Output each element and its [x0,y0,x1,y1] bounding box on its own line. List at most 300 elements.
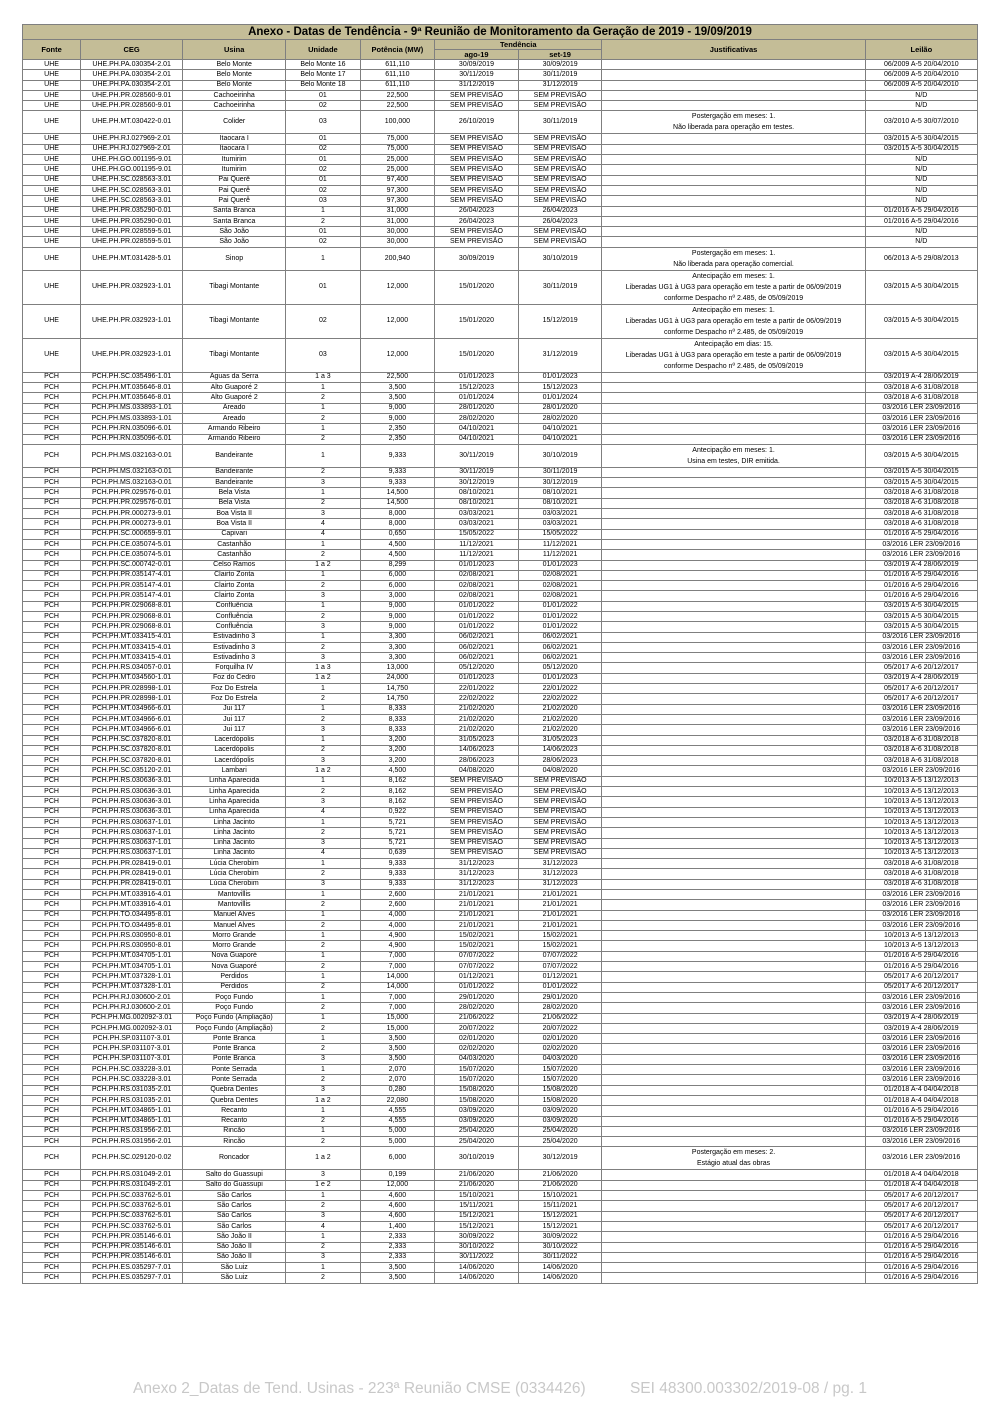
cell-ceg: PCH.PH.MT.033916-4.01 [81,890,183,900]
cell-fonte: PCH [23,735,81,745]
table-row [23,1191,978,1201]
cell-usina: Santa Branca [183,206,286,216]
table-row [23,424,978,434]
cell-usina: Recanto [183,1116,286,1126]
cell-potencia: 2,333 [360,1242,434,1252]
cell-usina: Rincão [183,1126,286,1136]
cell-tend-set: 01/01/2023 [518,372,602,382]
cell-usina: Quebra Dentes [183,1085,286,1095]
cell-unidade: 4 [286,848,360,858]
cell-ceg: PCH.PH.CE.035074-5.01 [81,550,183,560]
cell-justificativa [602,175,865,185]
cell-potencia: 4,900 [360,931,434,941]
cell-ceg: PCH.PH.RS.030637-1.01 [81,838,183,848]
cell-leilao: N/D [865,196,977,206]
cell-tend-ago: 04/08/2020 [435,766,519,776]
cell-tend-set: SEM PREVISÃO [518,237,602,247]
cell-fonte: PCH [23,1126,81,1136]
cell-usina: Ponte Serrada [183,1065,286,1075]
cell-ceg: PCH.PH.RS.030636-3.01 [81,776,183,786]
cell-fonte: UHE [23,70,81,80]
cell-justificativa: Postergação em meses: 1. Não liberada para operação comercial. [602,247,865,270]
cell-leilao: 03/2018 A-6 31/08/2018 [865,488,977,498]
cell-unidade: 1 [286,1126,360,1136]
cell-potencia: 12,000 [360,270,434,304]
cell-tend-ago: 01/01/2023 [435,372,519,382]
cell-potencia: 100,000 [360,111,434,134]
cell-ceg: UHE.PH.SC.028563-3.01 [81,196,183,206]
cell-leilao: 03/2016 LER 23/09/2016 [865,766,977,776]
cell-tend-ago: 21/06/2020 [435,1170,519,1180]
table-row [23,869,978,879]
cell-ceg: PCH.PH.MT.034966-6.01 [81,714,183,724]
cell-potencia: 8,333 [360,704,434,714]
cell-fonte: PCH [23,972,81,982]
cell-ceg: PCH.PH.PR.035147-4.01 [81,581,183,591]
cell-tend-set: 01/01/2022 [518,601,602,611]
cell-unidade: 1 [286,601,360,611]
cell-tend-set: 22/01/2022 [518,684,602,694]
table-row [23,1003,978,1013]
cell-justificativa [602,1273,865,1283]
cell-tend-set: 15/08/2020 [518,1085,602,1095]
cell-potencia: 12,000 [360,1180,434,1190]
cell-unidade: 1 [286,992,360,1002]
cell-justificativa [602,694,865,704]
cell-tend-set: 15/12/2019 [518,304,602,338]
cell-usina: Ponte Branca [183,1054,286,1064]
cell-leilao: 01/2016 A-5 29/04/2016 [865,1106,977,1116]
cell-leilao: 03/2016 LER 23/09/2016 [865,910,977,920]
cell-leilao: 05/2017 A-6 20/12/2017 [865,663,977,673]
cell-usina: São João [183,227,286,237]
cell-fonte: PCH [23,941,81,951]
cell-tend-set: 25/04/2020 [518,1137,602,1147]
cell-tend-set: 31/12/2023 [518,869,602,879]
cell-tend-ago: 01/12/2021 [435,972,519,982]
cell-usina: Tibagi Montante [183,270,286,304]
cell-tend-ago: 26/04/2023 [435,206,519,216]
cell-unidade: 4 [286,1221,360,1231]
cell-tend-ago: 15/12/2023 [435,383,519,393]
cell-ceg: PCH.PH.MT.034705-1.01 [81,962,183,972]
cell-fonte: PCH [23,498,81,508]
cell-ceg: PCH.PH.RS.031956-2.01 [81,1137,183,1147]
col-leilao: Leilão [865,40,977,60]
table-row [23,663,978,673]
cell-justificativa [602,1191,865,1201]
cell-unidade: 3 [286,879,360,889]
cell-ceg: UHE.PH.PR.028559-5.01 [81,227,183,237]
cell-leilao: N/D [865,175,977,185]
cell-ceg: PCH.PH.PR.029068-8.01 [81,611,183,621]
cell-justificativa [602,787,865,797]
cell-potencia: 2,350 [360,424,434,434]
cell-leilao: 03/2016 LER 23/09/2016 [865,1137,977,1147]
cell-usina: Santa Branca [183,216,286,226]
cell-leilao: 03/2015 A-5 30/04/2015 [865,134,977,144]
table-row [23,1013,978,1023]
cell-fonte: PCH [23,642,81,652]
cell-leilao: 06/2009 A-5 20/04/2010 [865,80,977,90]
table-row [23,304,978,338]
table-row [23,144,978,154]
cell-ceg: PCH.PH.SC.000659-9.01 [81,529,183,539]
cell-justificativa [602,509,865,519]
cell-justificativa [602,776,865,786]
cell-tend-ago: 15/12/2021 [435,1221,519,1231]
table-row [23,797,978,807]
cell-potencia: 4,555 [360,1116,434,1126]
cell-tend-ago: SEM PREVISÃO [435,787,519,797]
cell-unidade: Belo Monte 18 [286,80,360,90]
cell-justificativa [602,653,865,663]
cell-usina: Nova Guaporé [183,951,286,961]
cell-tend-ago: 02/01/2020 [435,1034,519,1044]
cell-fonte: PCH [23,383,81,393]
cell-tend-ago: 30/11/2019 [435,70,519,80]
cell-potencia: 9,333 [360,869,434,879]
cell-usina: Perdidos [183,982,286,992]
cell-tend-set: SEM PREVISÃO [518,787,602,797]
report-sheet [22,24,978,1284]
cell-unidade: 1 a 3 [286,663,360,673]
cell-tend-set: 08/10/2021 [518,498,602,508]
cell-potencia: 5,000 [360,1126,434,1136]
cell-fonte: PCH [23,951,81,961]
cell-tend-set: 01/01/2023 [518,560,602,570]
cell-justificativa [602,1242,865,1252]
cell-tend-ago: 30/10/2019 [435,1147,519,1170]
cell-potencia: 3,000 [360,591,434,601]
cell-justificativa [602,663,865,673]
cell-usina: Colider [183,111,286,134]
table-row [23,550,978,560]
cell-ceg: PCH.PH.PR.029068-8.01 [81,601,183,611]
cell-fonte: PCH [23,509,81,519]
cell-leilao: 10/2013 A-5 13/12/2013 [865,817,977,827]
cell-potencia: 3,500 [360,1273,434,1283]
cell-justificativa [602,90,865,100]
cell-fonte: PCH [23,622,81,632]
table-row [23,1126,978,1136]
table-row [23,539,978,549]
cell-tend-ago: SEM PREVISÃO [435,227,519,237]
cell-leilao: 03/2018 A-6 31/08/2018 [865,393,977,403]
cell-tend-ago: 07/07/2022 [435,951,519,961]
cell-tend-set: SEM PREVISÃO [518,175,602,185]
cell-ceg: PCH.PH.CE.035074-5.01 [81,539,183,549]
table-row [23,134,978,144]
cell-tend-ago: 30/11/2019 [435,444,519,467]
cell-potencia: 2,600 [360,890,434,900]
cell-tend-ago: 01/01/2024 [435,393,519,403]
cell-usina: Armando Ribeiro [183,424,286,434]
cell-tend-set: SEM PREVISÃO [518,155,602,165]
cell-unidade: 1 [286,570,360,580]
cell-usina: Poço Fundo (Ampliação) [183,1013,286,1023]
cell-tend-ago: SEM PREVISÃO [435,134,519,144]
cell-potencia: 0,922 [360,807,434,817]
cell-unidade: 1 [286,1106,360,1116]
cell-usina: São João II [183,1242,286,1252]
cell-tend-set: 30/12/2019 [518,478,602,488]
cell-potencia: 7,000 [360,992,434,1002]
cell-justificativa [602,134,865,144]
cell-fonte: PCH [23,828,81,838]
cell-unidade: 1 a 2 [286,673,360,683]
cell-leilao: 03/2016 LER 23/09/2016 [865,653,977,663]
cell-fonte: UHE [23,165,81,175]
cell-tend-ago: 15/11/2021 [435,1201,519,1211]
cell-potencia: 8,162 [360,787,434,797]
cell-tend-set: 04/10/2021 [518,434,602,444]
cell-tend-ago: 03/09/2020 [435,1116,519,1126]
cell-usina: Boa Vista II [183,509,286,519]
cell-justificativa [602,704,865,714]
cell-unidade: 1 [286,890,360,900]
cell-usina: Poço Fundo (Ampliação) [183,1023,286,1033]
table-row [23,653,978,663]
cell-unidade: 2 [286,1273,360,1283]
cell-ceg: UHE.PH.GO.001195-9.01 [81,165,183,175]
cell-fonte: PCH [23,931,81,941]
table-row [23,859,978,869]
cell-potencia: 4,600 [360,1201,434,1211]
cell-ceg: PCH.PH.RS.031956-2.01 [81,1126,183,1136]
cell-justificativa [602,1211,865,1221]
cell-ceg: PCH.PH.SP.031107-3.01 [81,1044,183,1054]
table-row [23,745,978,755]
cell-justificativa [602,714,865,724]
cell-potencia: 4,900 [360,941,434,951]
cell-tend-ago: 21/01/2021 [435,920,519,930]
col-fonte: Fonte [23,40,81,60]
cell-potencia: 30,000 [360,237,434,247]
cell-fonte: PCH [23,1003,81,1013]
cell-tend-set: SEM PREVISÃO [518,848,602,858]
cell-leilao: 03/2019 A-4 28/06/2019 [865,1013,977,1023]
cell-tend-set: 21/02/2020 [518,704,602,714]
cell-justificativa [602,424,865,434]
table-row [23,992,978,1002]
cell-tend-set: 15/12/2021 [518,1221,602,1231]
cell-leilao: 03/2016 LER 23/09/2016 [865,413,977,423]
cell-leilao: 03/2019 A-4 28/06/2019 [865,1023,977,1033]
cell-ceg: PCH.PH.MS.032163-0.01 [81,444,183,467]
cell-fonte: PCH [23,1075,81,1085]
cell-justificativa: Postergação em meses: 1. Não liberada para operação em testes. [602,111,865,134]
cell-tend-ago: 28/06/2023 [435,756,519,766]
cell-leilao: 03/2018 A-6 31/08/2018 [865,879,977,889]
cell-leilao: 03/2016 LER 23/09/2016 [865,704,977,714]
cell-usina: Foz Do Estrela [183,684,286,694]
cell-justificativa [602,1180,865,1190]
cell-tend-ago: SEM PREVISÃO [435,807,519,817]
cell-tend-ago: 02/08/2021 [435,570,519,580]
cell-usina: Confluência [183,611,286,621]
cell-tend-set: 20/07/2022 [518,1023,602,1033]
cell-unidade: 2 [286,1003,360,1013]
table-row [23,642,978,652]
cell-unidade: 2 [286,869,360,879]
cell-ceg: UHE.PH.PR.028560-9.01 [81,101,183,111]
cell-potencia: 9,333 [360,859,434,869]
cell-ceg: PCH.PH.TO.034495-8.01 [81,920,183,930]
cell-unidade: 2 [286,1075,360,1085]
cell-tend-ago: SEM PREVISÃO [435,165,519,175]
cell-tend-set: SEM PREVISÃO [518,101,602,111]
cell-fonte: UHE [23,144,81,154]
cell-usina: Linha Aparecida [183,787,286,797]
cell-unidade: 3 [286,622,360,632]
cell-justificativa [602,859,865,869]
cell-potencia: 22,500 [360,101,434,111]
cell-leilao: 03/2019 A-4 28/06/2019 [865,372,977,382]
cell-unidade: 1 [286,735,360,745]
cell-leilao: 10/2013 A-5 13/12/2013 [865,941,977,951]
cell-tend-set: 30/11/2022 [518,1252,602,1262]
cell-ceg: PCH.PH.PR.029576-0.01 [81,498,183,508]
cell-fonte: UHE [23,196,81,206]
table-row [23,1201,978,1211]
cell-fonte: UHE [23,101,81,111]
table-row [23,444,978,467]
cell-tend-set: 31/12/2023 [518,879,602,889]
cell-unidade: 2 [286,745,360,755]
cell-fonte: PCH [23,1023,81,1033]
cell-fonte: PCH [23,838,81,848]
cell-tend-ago: SEM PREVISÃO [435,848,519,858]
cell-justificativa [602,581,865,591]
table-row [23,766,978,776]
cell-potencia: 3,300 [360,632,434,642]
cell-unidade: 1 [286,684,360,694]
cell-leilao: 03/2010 A-5 30/07/2010 [865,111,977,134]
cell-potencia: 4,600 [360,1191,434,1201]
cell-tend-ago: 01/01/2023 [435,673,519,683]
cell-tend-ago: 01/01/2022 [435,622,519,632]
cell-unidade: 3 [286,478,360,488]
cell-potencia: 14,750 [360,694,434,704]
table-row [23,807,978,817]
cell-potencia: 5,721 [360,838,434,848]
cell-tend-set: 04/08/2020 [518,766,602,776]
cell-potencia: 15,000 [360,1023,434,1033]
table-row [23,509,978,519]
cell-leilao: 03/2015 A-5 30/04/2015 [865,270,977,304]
cell-tend-set: 01/01/2022 [518,982,602,992]
cell-tend-ago: 07/07/2022 [435,962,519,972]
cell-usina: São Carlos [183,1201,286,1211]
cell-leilao: 03/2018 A-6 31/08/2018 [865,498,977,508]
cell-tend-ago: 01/01/2022 [435,601,519,611]
cell-unidade: 1 [286,931,360,941]
cell-tend-set: SEM PREVISÃO [518,817,602,827]
cell-leilao: 10/2013 A-5 13/12/2013 [865,931,977,941]
cell-tend-ago: 31/12/2023 [435,879,519,889]
cell-tend-set: 21/01/2021 [518,900,602,910]
cell-unidade: 02 [286,101,360,111]
cell-unidade: 01 [286,227,360,237]
col-justificativas: Justificativas [602,40,865,60]
cell-tend-set: 01/01/2022 [518,622,602,632]
cell-justificativa [602,80,865,90]
cell-tend-set: 15/07/2020 [518,1075,602,1085]
cell-potencia: 4,000 [360,920,434,930]
cell-leilao: 01/2016 A-5 29/04/2016 [865,529,977,539]
cell-justificativa [602,890,865,900]
cell-justificativa [602,1106,865,1116]
cell-tend-set: 03/09/2020 [518,1116,602,1126]
cell-unidade: 1 [286,539,360,549]
cell-ceg: UHE.PH.MT.031428-5.01 [81,247,183,270]
cell-potencia: 5,721 [360,828,434,838]
cell-tend-set: 01/01/2023 [518,673,602,683]
cell-usina: Jui 117 [183,704,286,714]
cell-ceg: PCH.PH.MT.034865-1.01 [81,1106,183,1116]
cell-tend-set: 21/06/2020 [518,1170,602,1180]
cell-potencia: 13,000 [360,663,434,673]
cell-usina: Confluência [183,601,286,611]
cell-ceg: PCH.PH.MG.002092-3.01 [81,1023,183,1033]
cell-potencia: 611,110 [360,60,434,70]
cell-tend-ago: SEM PREVISÃO [435,185,519,195]
cell-usina: Celso Ramos [183,560,286,570]
cell-tend-set: 14/06/2020 [518,1263,602,1273]
cell-ceg: UHE.PH.RJ.027969-2.01 [81,134,183,144]
table-row [23,622,978,632]
cell-leilao: N/D [865,165,977,175]
col-ceg: CEG [81,40,183,60]
cell-justificativa [602,144,865,154]
cell-leilao: 10/2013 A-5 13/12/2013 [865,776,977,786]
cell-leilao: 03/2019 A-4 28/06/2019 [865,673,977,683]
table-body [23,60,978,1284]
cell-ceg: PCH.PH.PR.028419-0.01 [81,859,183,869]
cell-tend-set: 30/11/2019 [518,467,602,477]
cell-ceg: PCH.PH.MG.002092-3.01 [81,1013,183,1023]
cell-fonte: PCH [23,434,81,444]
cell-potencia: 22,080 [360,1095,434,1105]
cell-fonte: PCH [23,1013,81,1023]
cell-usina: Linha Aparecida [183,797,286,807]
cell-justificativa [602,155,865,165]
cell-usina: Poço Fundo [183,992,286,1002]
cell-unidade: 2 [286,941,360,951]
cell-usina: Areado [183,413,286,423]
cell-potencia: 2,333 [360,1252,434,1262]
cell-justificativa [602,1044,865,1054]
cell-usina: Pai Querê [183,196,286,206]
cell-leilao: 05/2017 A-6 20/12/2017 [865,684,977,694]
cell-unidade: 2 [286,393,360,403]
cell-potencia: 2,070 [360,1065,434,1075]
cell-unidade: 1 [286,1232,360,1242]
cell-fonte: PCH [23,1106,81,1116]
cell-ceg: PCH.PH.PR.035147-4.01 [81,591,183,601]
table-row [23,383,978,393]
cell-ceg: UHE.PH.PR.035290-0.01 [81,206,183,216]
cell-potencia: 611,110 [360,70,434,80]
table-row [23,982,978,992]
cell-tend-ago: 21/06/2020 [435,1180,519,1190]
cell-potencia: 3,500 [360,1263,434,1273]
cell-justificativa [602,972,865,982]
cell-leilao: 01/2016 A-5 29/04/2016 [865,1242,977,1252]
cell-unidade: 1 [286,632,360,642]
cell-potencia: 75,000 [360,144,434,154]
